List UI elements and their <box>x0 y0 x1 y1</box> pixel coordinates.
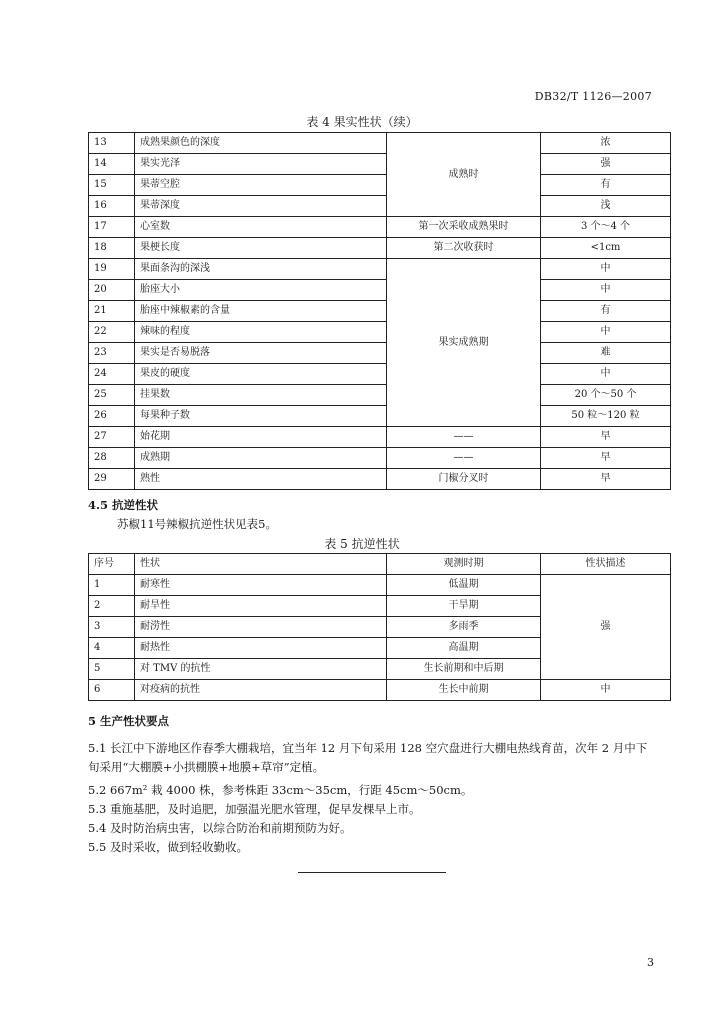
table-row <box>89 154 671 175</box>
row-number: 25 <box>89 385 135 406</box>
section-5-1: 5.1 长江中下游地区作春季大棚栽培，宜当年 12 月下旬采用 128 空穴盘进行大棚电热线育苗，次年 2 月中下旬采用“大棚膜+小拱棚膜+地膜+草帘”定植。 <box>88 741 648 774</box>
observation-time: 第二次收获时 <box>387 238 541 259</box>
trait-name: 果蒂深度 <box>135 196 387 217</box>
row-number: 16 <box>89 196 135 217</box>
trait-description: 20 个～50 个 <box>541 385 671 406</box>
table-row <box>89 680 671 701</box>
observation-time: 多雨季 <box>387 617 541 638</box>
row-number: 20 <box>89 280 135 301</box>
trait-name: 果皮的硬度 <box>135 364 387 385</box>
trait-description: 早 <box>541 427 671 448</box>
observation-time: —— <box>387 448 541 469</box>
column-header-desc: 性状描述 <box>541 554 671 575</box>
observation-time: 果实成熟期 <box>387 259 541 427</box>
table-row <box>89 322 671 343</box>
row-number: 2 <box>89 596 135 617</box>
trait-name: 每果种子数 <box>135 406 387 427</box>
trait-name: 挂果数 <box>135 385 387 406</box>
trait-description: 浅 <box>541 196 671 217</box>
column-header-trait: 性状 <box>135 554 387 575</box>
section-4-5-heading: 4.5 抗逆性状 <box>88 498 159 512</box>
table-row <box>89 406 671 427</box>
table-row <box>89 301 671 322</box>
section-5-4: 5.4 及时防治病虫害，以综合防治和前期预防为好。 <box>88 821 352 835</box>
table-row <box>89 175 671 196</box>
trait-name: 胎座中辣椒素的含量 <box>135 301 387 322</box>
observation-time: 高温期 <box>387 638 541 659</box>
row-number: 24 <box>89 364 135 385</box>
observation-time: 干旱期 <box>387 596 541 617</box>
row-number: 17 <box>89 217 135 238</box>
table-row <box>89 575 671 596</box>
trait-name: 果蒂空腔 <box>135 175 387 196</box>
trait-description: 50 粒～120 粒 <box>541 406 671 427</box>
table4-caption: 表 4 果实性状（续） <box>306 115 418 129</box>
observation-time: 成熟时 <box>387 133 541 217</box>
trait-name: 果实光泽 <box>135 154 387 175</box>
table-row <box>89 238 671 259</box>
trait-description: 3 个～4 个 <box>541 217 671 238</box>
document-code: DB32/T 1126—2007 <box>534 90 652 103</box>
trait-name: 熟性 <box>135 469 387 490</box>
row-number: 21 <box>89 301 135 322</box>
observation-time: 门椒分叉时 <box>387 469 541 490</box>
trait-description: <1cm <box>541 238 671 259</box>
trait-name: 成熟期 <box>135 448 387 469</box>
trait-description: 中 <box>541 680 671 701</box>
trait-description: 早 <box>541 448 671 469</box>
trait-name: 果梗长度 <box>135 238 387 259</box>
trait-name: 果面条沟的深浅 <box>135 259 387 280</box>
section-5-3: 5.3 重施基肥，及时追肥，加强温光肥水管理，促早发棵早上市。 <box>88 802 421 816</box>
section-4-5-intro: 苏椒11号辣椒抗逆性状见表5。 <box>117 517 277 531</box>
trait-name: 耐涝性 <box>135 617 387 638</box>
trait-name: 心室数 <box>135 217 387 238</box>
table-row <box>89 448 671 469</box>
row-number: 5 <box>89 659 135 680</box>
trait-description: 强 <box>541 575 671 680</box>
trait-description: 有 <box>541 301 671 322</box>
row-number: 1 <box>89 575 135 596</box>
trait-description: 强 <box>541 154 671 175</box>
trait-name: 胎座大小 <box>135 280 387 301</box>
section-5-2: 5.2 667m² 栽 4000 株，参考株距 33cm～35cm，行距 45cm～50cm。 <box>88 783 473 797</box>
trait-description: 早 <box>541 469 671 490</box>
trait-description: 中 <box>541 322 671 343</box>
trait-name: 始花期 <box>135 427 387 448</box>
trait-name: 果实是否易脱落 <box>135 343 387 364</box>
row-number: 19 <box>89 259 135 280</box>
row-number: 15 <box>89 175 135 196</box>
section-5-heading: 5 生产性状要点 <box>88 714 170 728</box>
page-number: 3 <box>647 956 654 969</box>
observation-time: 第一次采收成熟果时 <box>387 217 541 238</box>
observation-time: 低温期 <box>387 575 541 596</box>
observation-time: 生长前期和中后期 <box>387 659 541 680</box>
trait-description: 中 <box>541 364 671 385</box>
table5-caption: 表 5 抗逆性状 <box>324 537 400 551</box>
trait-description: 浓 <box>541 133 671 154</box>
observation-time: 生长中前期 <box>387 680 541 701</box>
trait-description: 中 <box>541 280 671 301</box>
trait-name: 耐热性 <box>135 638 387 659</box>
row-number: 28 <box>89 448 135 469</box>
row-number: 13 <box>89 133 135 154</box>
trait-name: 耐旱性 <box>135 596 387 617</box>
trait-name: 对疫病的抗性 <box>135 680 387 701</box>
row-number: 23 <box>89 343 135 364</box>
row-number: 6 <box>89 680 135 701</box>
table-row <box>89 217 671 238</box>
table4 <box>88 132 671 490</box>
row-number: 3 <box>89 617 135 638</box>
trait-name: 对 TMV 的抗性 <box>135 659 387 680</box>
table-row <box>89 364 671 385</box>
row-number: 22 <box>89 322 135 343</box>
trait-name: 辣味的程度 <box>135 322 387 343</box>
trait-name: 成熟果颜色的深度 <box>135 133 387 154</box>
end-rule <box>298 872 446 873</box>
row-number: 26 <box>89 406 135 427</box>
row-number: 27 <box>89 427 135 448</box>
trait-name: 耐寒性 <box>135 575 387 596</box>
table-row <box>89 196 671 217</box>
trait-description: 中 <box>541 259 671 280</box>
row-number: 29 <box>89 469 135 490</box>
table-row <box>89 133 671 154</box>
row-number: 14 <box>89 154 135 175</box>
table-row <box>89 427 671 448</box>
table5 <box>88 553 671 701</box>
table-row <box>89 385 671 406</box>
table-header-row <box>89 554 671 575</box>
observation-time: —— <box>387 427 541 448</box>
row-number: 18 <box>89 238 135 259</box>
column-header-time: 观测时期 <box>387 554 541 575</box>
trait-description: 有 <box>541 175 671 196</box>
table-row <box>89 343 671 364</box>
column-header-no: 序号 <box>89 554 135 575</box>
row-number: 4 <box>89 638 135 659</box>
table-row <box>89 280 671 301</box>
table-row <box>89 259 671 280</box>
section-5-5: 5.5 及时采收，做到轻收勤收。 <box>88 840 248 854</box>
trait-description: 难 <box>541 343 671 364</box>
table-row <box>89 469 671 490</box>
